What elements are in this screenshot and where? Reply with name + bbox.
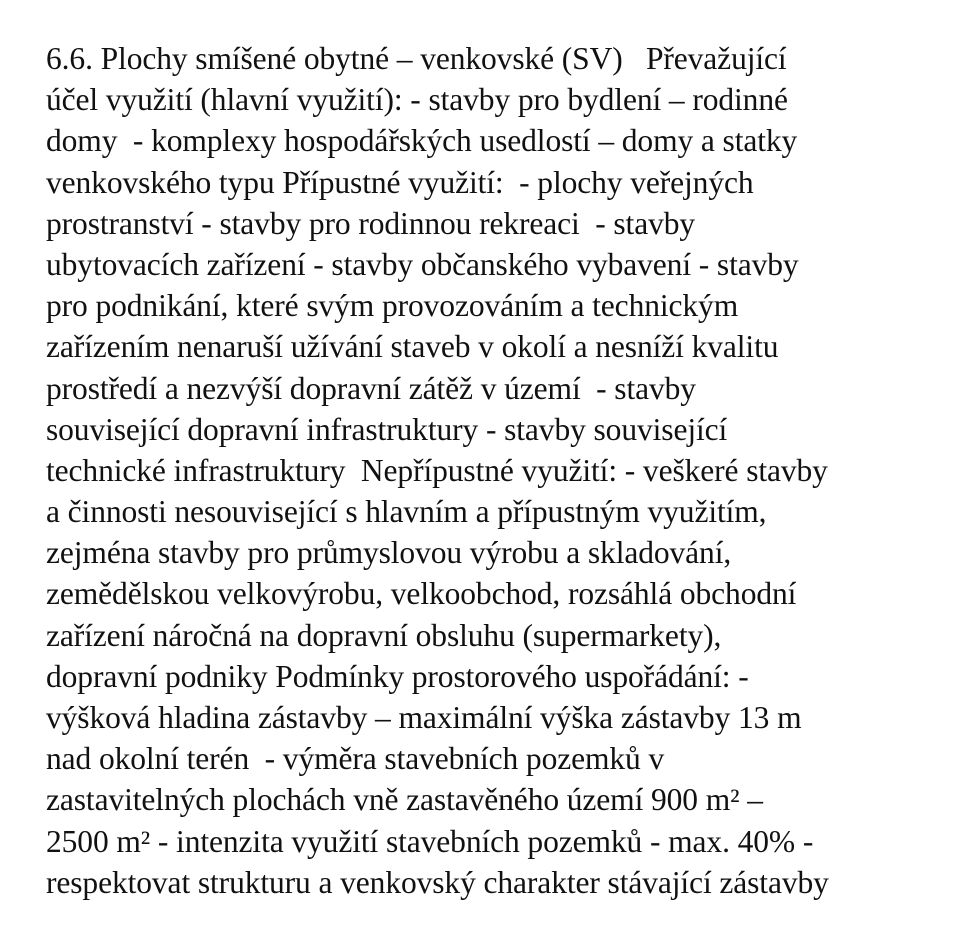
text-line-8: zařízením nenaruší užívání staveb v okolí a nesníží kvalitu: [46, 329, 779, 365]
text-line-21: respektovat strukturu a venkovský charakter stávající zástavby: [46, 864, 829, 900]
text-line-3: domy - komplexy hospodářských usedlostí – domy a statky: [46, 123, 798, 159]
text-line-20: 2500 m² - intenzita využití stavebních pozemků - max. 40% -: [46, 823, 814, 859]
text-line-5: prostranství - stavby pro rodinnou rekreaci - stavby: [46, 205, 696, 241]
text-line-17: výšková hladina zástavby – maximální výška zástavby 13 m: [46, 700, 802, 735]
text-line-13: zejména stavby pro průmyslovou výrobu a skladování,: [46, 535, 732, 571]
text-line-1: 6.6. Plochy smíšené obytné – venkovské (SV) Převažující: [46, 41, 787, 76]
text-line-16: dopravní podniky Podmínky prostorového uspořádání: -: [46, 658, 749, 694]
text-line-19: zastavitelných plochách vně zastavěného území 900 m² –: [46, 782, 763, 818]
text-line-10: související dopravní infrastruktury - stavby související: [46, 411, 728, 447]
text-line-11: technické infrastruktury Nepřípustné využití: - veškeré stavby: [46, 452, 828, 488]
text-line-18: nad okolní terén - výměra stavebních pozemků v: [46, 741, 665, 777]
document-body: [46, 38, 966, 903]
text-line-15: zařízení náročná na dopravní obsluhu (supermarkety),: [46, 617, 722, 653]
text-line-12: a činnosti nesouvisející s hlavním a přípustným využitím,: [46, 494, 767, 530]
text-line-9: prostředí a nezvýší dopravní zátěž v území - stavby: [46, 370, 696, 406]
text-line-14: zemědělskou velkovýrobu, velkoobchod, rozsáhlá obchodní: [46, 576, 797, 612]
text-line-7: pro podnikání, které svým provozováním a technickým: [46, 288, 739, 324]
text-line-4: venkovského typu Přípustné využití: - plochy veřejných: [46, 164, 754, 200]
text-line-2: účel využití (hlavní využití): - stavby pro bydlení – rodinné: [46, 82, 788, 118]
text-line-6: ubytovacích zařízení - stavby občanského vybavení - stavby: [46, 246, 799, 282]
